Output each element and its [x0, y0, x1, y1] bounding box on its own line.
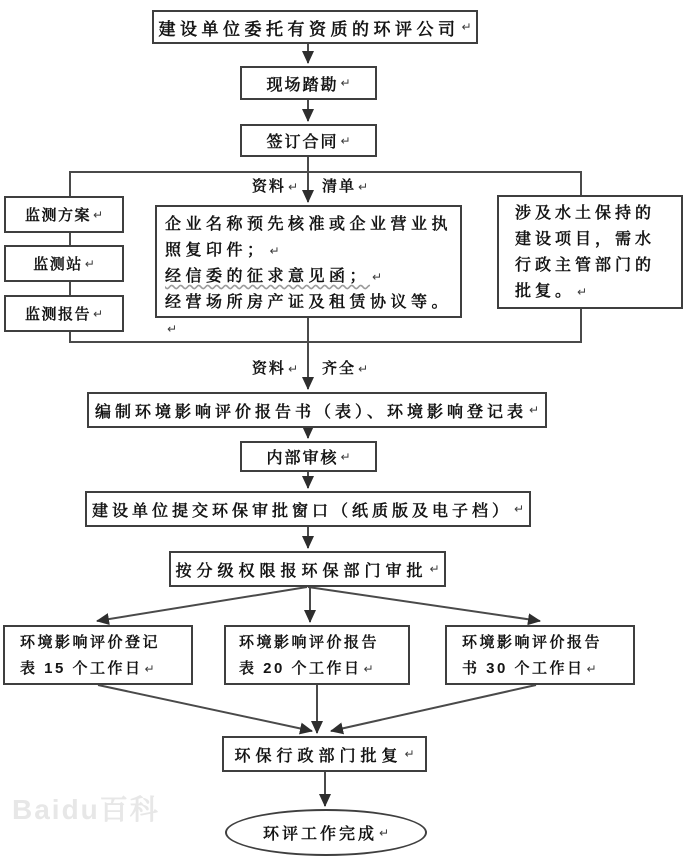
- edge-label-materials-2: 资料 ↵: [251, 360, 298, 377]
- return-mark-icon: ↵: [429, 562, 440, 576]
- node-tiered-authority-approval: [169, 551, 446, 587]
- node-submit-approval-window: [85, 491, 531, 527]
- node-label: 现场踏勘: [266, 76, 339, 94]
- node-label: 编制环境影响评价报告书（表）、环境影响登记表: [94, 403, 527, 421]
- node-label: 环保行政部门批复: [234, 747, 403, 765]
- node-eia-work-complete: [225, 809, 427, 856]
- materials-line-2: 经信委的征求意见函；: [165, 268, 371, 285]
- node-commission-eia-company: [152, 10, 478, 44]
- node-label: 环评工作完成: [262, 826, 377, 843]
- materials-line-3: 经营场所房产证及租赁协议等。: [165, 294, 453, 311]
- return-mark-icon: ↵: [340, 133, 351, 148]
- node-monitoring-report: [4, 295, 124, 332]
- return-mark-icon: ↵: [363, 662, 374, 676]
- return-mark-icon: ↵: [287, 362, 298, 376]
- node-label: 环境影响评价登记表 15 个工作日: [20, 634, 161, 677]
- materials-line-1: 企业名称预先核准或企业营业执照复印件；: [165, 216, 453, 259]
- node-label: 签订合同: [266, 134, 339, 151]
- node-label: 涉及水土保持的建设项目，需水行政主管部门的批复。: [515, 205, 656, 300]
- node-monitoring-station: [4, 245, 124, 282]
- return-mark-icon: ↵: [358, 362, 369, 376]
- return-mark-icon: ↵: [340, 449, 351, 464]
- node-label: 内部审核: [266, 450, 339, 467]
- return-mark-icon: ↵: [167, 322, 178, 336]
- return-mark-icon: ↵: [269, 244, 280, 258]
- return-mark-icon: ↵: [372, 270, 383, 284]
- return-mark-icon: ↵: [404, 747, 415, 761]
- node-label: 按分级权限报环保部门审批: [175, 562, 428, 580]
- node-water-conservation-approval: [497, 195, 683, 309]
- return-mark-icon: ↵: [586, 662, 597, 676]
- return-mark-icon: ↵: [577, 285, 588, 299]
- edge-label-materials: 资料 ↵: [251, 178, 298, 195]
- baidu-baike-watermark: Baidu百科: [12, 794, 160, 825]
- node-label: 环境影响评价报告表 20 个工作日: [239, 634, 380, 677]
- node-materials-checklist: [155, 205, 462, 336]
- node-registration-form-15-days: [3, 625, 193, 685]
- node-label: 监测报告: [24, 306, 91, 323]
- node-site-survey: [240, 66, 377, 100]
- edge-label-list: 清单 ↵: [322, 178, 369, 195]
- edge-label-all-ready: 齐全 ↵: [322, 360, 369, 377]
- return-mark-icon: ↵: [358, 180, 369, 194]
- node-monitoring-plan: [4, 196, 124, 233]
- node-label: 建设单位委托有资质的环评公司: [158, 19, 460, 39]
- return-mark-icon: ↵: [287, 180, 298, 194]
- return-mark-icon: ↵: [378, 825, 390, 840]
- node-label: 环境影响评价报告书 30 个工作日: [462, 634, 603, 677]
- node-label: 建设单位提交环保审批窗口（纸质版及电子档）: [91, 502, 512, 520]
- return-mark-icon: ↵: [340, 76, 351, 90]
- return-mark-icon: ↵: [461, 20, 472, 34]
- return-mark-icon: ↵: [513, 502, 525, 516]
- node-internal-review: [240, 441, 377, 472]
- return-mark-icon: ↵: [84, 256, 95, 271]
- return-mark-icon: ↵: [92, 207, 104, 222]
- node-epa-administrative-reply: [222, 736, 427, 772]
- return-mark-icon: ↵: [528, 403, 540, 417]
- node-label: 监测站: [33, 256, 83, 273]
- node-compile-eia-report: [87, 392, 547, 428]
- return-mark-icon: ↵: [144, 662, 155, 676]
- node-report-book-30-days: [445, 625, 635, 685]
- node-report-form-20-days: [224, 625, 410, 685]
- node-sign-contract: [240, 124, 377, 157]
- node-label: 监测方案: [24, 207, 91, 224]
- return-mark-icon: ↵: [92, 306, 104, 321]
